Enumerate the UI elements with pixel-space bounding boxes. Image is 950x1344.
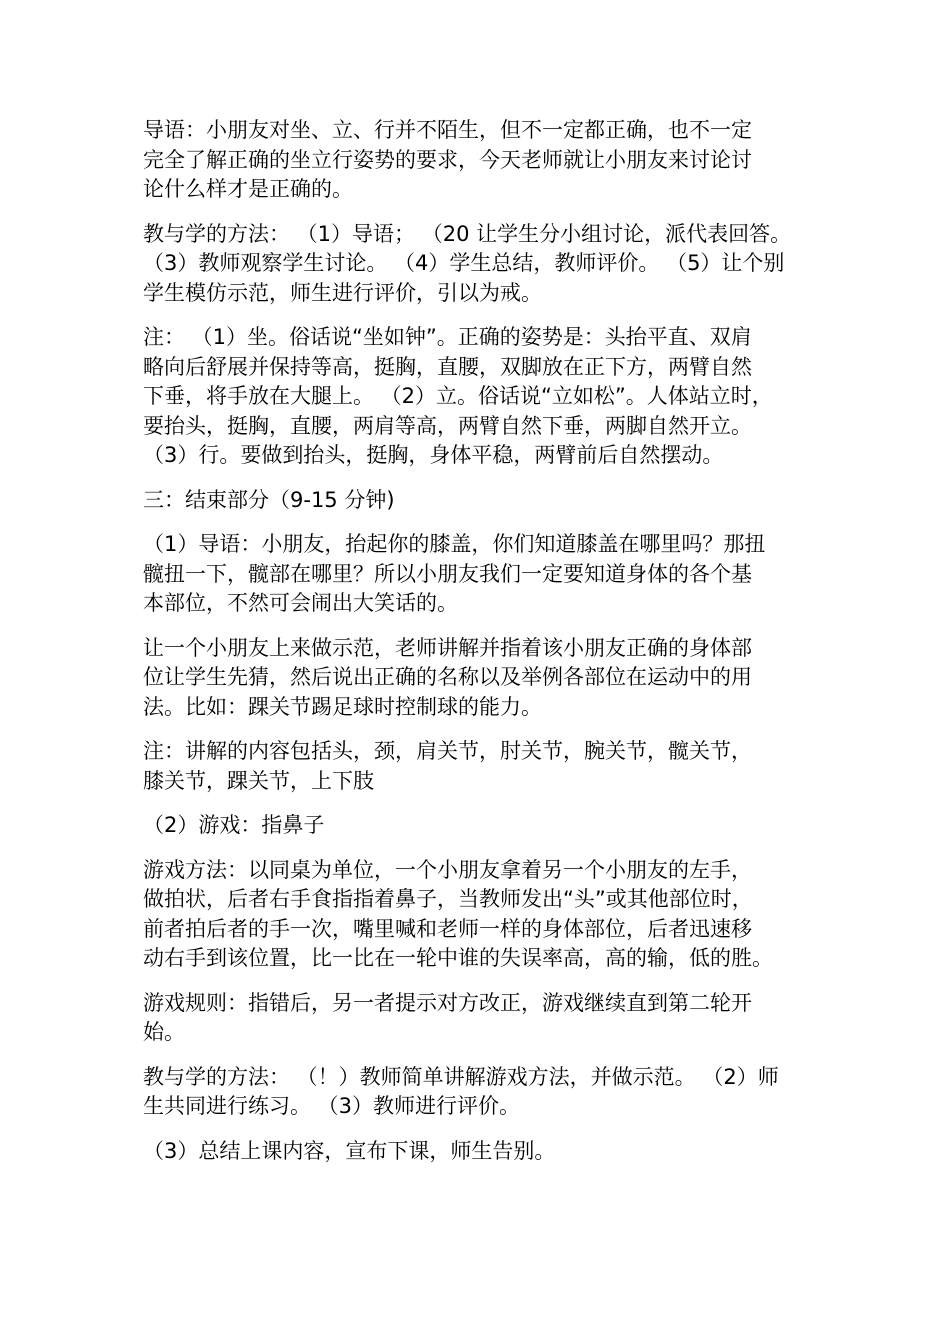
text-line: 始。 xyxy=(143,1020,185,1044)
text-line: 做拍状，后者右手食指指着鼻子，当教师发出“头”或其他部位时， xyxy=(143,887,753,911)
paragraph-game-rules xyxy=(143,989,815,1048)
text-line: 位让学生先猜，然后说出正确的名称以及举例各部位在运动中的用 xyxy=(143,665,752,689)
text-line: 让一个小朋友上来做示范，老师讲解并指着该小朋友正确的身体部 xyxy=(143,635,752,660)
text-line: 游戏方法：以同桌为单位，一个小朋友拿着另一个小朋友的左手， xyxy=(143,857,752,882)
text-line: 膝关节，踝关节，上下肢 xyxy=(143,768,374,793)
paragraph-note-joints xyxy=(143,737,815,796)
paragraph-game-method xyxy=(143,856,815,974)
paragraph-game-title xyxy=(143,811,815,841)
paragraph-demo xyxy=(143,634,815,723)
text-line: （3）行。要做到抬头，挺胸，身体平稳，两臂前后自然摆动。 xyxy=(143,443,724,467)
paragraph-intro xyxy=(143,116,815,205)
text-line: 论什么样才是正确的。 xyxy=(143,177,353,201)
text-line: 法。比如：踝关节踢足球时控制球的能力。 xyxy=(143,694,542,719)
text-line: 教与学的方法： （1）导语； （20 让学生分小组讨论，派代表回答。 xyxy=(143,221,792,246)
paragraph-intro-2 xyxy=(143,530,815,619)
text-line: （2）游戏：指鼻子 xyxy=(143,813,325,837)
text-line: 完全了解正确的坐立行姿势的要求，今天老师就让小朋友来讨论讨 xyxy=(143,147,752,172)
text-line: 游戏规则：指错后，另一者提示对方改正，游戏继续直到第二轮开 xyxy=(143,990,752,1015)
text-line: 要抬头，挺胸，直腰，两肩等高，两臂自然下垂，两脚自然开立。 xyxy=(143,413,752,438)
text-line: 三：结束部分（9-15 分钟) xyxy=(143,487,395,512)
text-line: 导语：小朋友对坐、立、行并不陌生，但不一定都正确，也不一定 xyxy=(143,118,752,142)
paragraph-note-posture xyxy=(143,323,815,471)
paragraph-summary xyxy=(143,1137,815,1167)
text-line: 注：讲解的内容包括头，颈，肩关节，肘关节，腕关节，髋关节， xyxy=(143,739,752,763)
text-line: （3）总结上课内容，宣布下课，师生告别。 xyxy=(143,1138,556,1163)
text-line: 生共同进行练习。 （3）教师进行评价。 xyxy=(143,1094,521,1118)
text-line: 前者拍后者的手一次，嘴里喊和老师一样的身体部位，后者迅速移 xyxy=(143,916,752,941)
text-line: 本部位，不然可会闹出大笑话的。 xyxy=(143,591,458,615)
text-line: （1）导语：小朋友，抬起你的膝盖，你们知道膝盖在哪里吗？那扭 xyxy=(143,532,766,556)
text-line: （3）教师观察学生讨论。 （4）学生总结，教师评价。 （5）让个别 xyxy=(143,251,785,275)
section-heading xyxy=(143,486,815,516)
text-line: 学生模仿示范，师生进行评价，引以为戒。 xyxy=(143,280,542,305)
text-line: 略向后舒展并保持等高，挺胸，直腰，双脚放在正下方，两臂自然 xyxy=(143,354,752,379)
text-line: 注： （1）坐。俗话说“坐如钟”。正确的姿势是：头抬平直、双肩 xyxy=(143,325,752,349)
text-line: 下垂，将手放在大腿上。 （2）立。俗话说“立如松”。人体站立时， xyxy=(143,384,773,408)
paragraph-teaching-method-2 xyxy=(143,1063,815,1122)
document-page xyxy=(143,116,815,1181)
text-line: 动右手到该位置，比一比在一轮中谁的失误率高，高的输，低的胜。 xyxy=(143,946,773,970)
text-line: 髋扭一下，髋部在哪里？所以小朋友我们一定要知道身体的各个基 xyxy=(143,561,752,586)
paragraph-teaching-method-1 xyxy=(143,220,815,309)
text-line: 教与学的方法： （！）教师简单讲解游戏方法，并做示范。 （2）师 xyxy=(143,1064,779,1089)
